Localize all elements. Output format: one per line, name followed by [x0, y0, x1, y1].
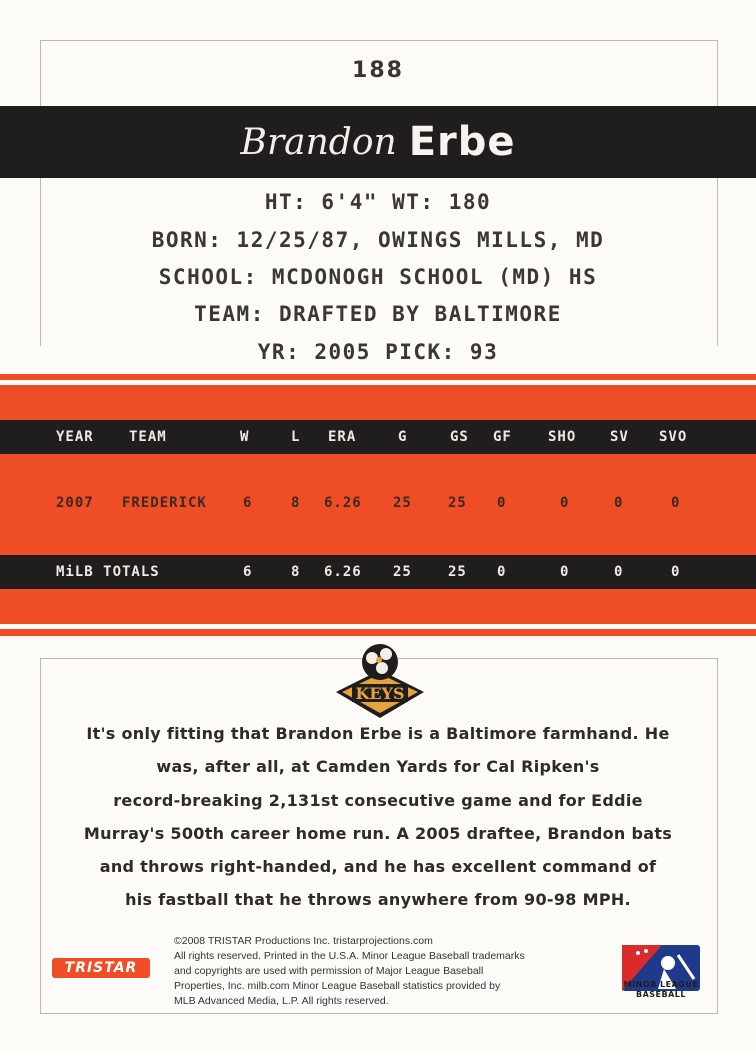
stats-totals-gf: 0 [497, 564, 507, 580]
stats-header-band [0, 420, 756, 454]
stats-totals-l: 8 [291, 564, 301, 580]
legal-line-2: All rights reserved. Printed in the U.S.A. Minor League Baseball trademarks [174, 950, 525, 962]
stats-row-era: 6.26 [324, 495, 362, 511]
stats-header-g: G [398, 429, 408, 445]
tristar-logo [52, 958, 150, 978]
legal-line-1: ©2008 TRISTAR Productions Inc. tristarprojections.com [174, 935, 433, 947]
keys-logo-text: KEYS [355, 684, 405, 703]
stats-header-sv: SV [610, 429, 629, 445]
legal-line-3: and copyrights are used with permission of Major League Baseball [174, 965, 484, 977]
stats-row-sv: 0 [614, 495, 624, 511]
player-first-name: Brandon [240, 121, 397, 163]
blurb-line-1: It's only fitting that Brandon Erbe is a Baltimore farmhand. He [86, 724, 670, 743]
stats-totals-sv: 0 [614, 564, 624, 580]
bio-draft: YR: 2005 PICK: 93 [257, 340, 499, 364]
stats-header-sho: SHO [548, 429, 577, 445]
stats-totals-gs: 25 [448, 564, 467, 580]
stats-totals-w: 6 [243, 564, 253, 580]
stats-row-g: 25 [393, 495, 412, 511]
stats-panel [0, 374, 756, 636]
stats-totals-sho: 0 [560, 564, 570, 580]
stats-header-team: TEAM [129, 429, 167, 445]
stats-row-gs: 25 [448, 495, 467, 511]
stats-totals-label: MiLB TOTALS [56, 564, 160, 580]
blurb-line-5: and throws right-handed, and he has excellent command of [99, 857, 657, 876]
blurb-line-2: was, after all, at Camden Yards for Cal Ripken's [156, 757, 600, 776]
stats-totals-era: 6.26 [324, 564, 362, 580]
stats-row-w: 6 [243, 495, 253, 511]
stats-row-svo: 0 [671, 495, 681, 511]
card-number: 188 [352, 58, 404, 83]
stats-totals-g: 25 [393, 564, 412, 580]
milb-logo-text [608, 980, 714, 1000]
stats-header-era: ERA [328, 429, 357, 445]
milb-logo-line-2: BASEBALL [636, 990, 686, 999]
milb-logo-line-1: MINOR LEAGUE [623, 980, 699, 989]
stats-row-gf: 0 [497, 495, 507, 511]
stats-row-year: 2007 [56, 495, 94, 511]
bio-height-weight: HT: 6'4" WT: 180 [264, 190, 492, 214]
stats-stripe-top [0, 380, 756, 385]
stats-totals-svo: 0 [671, 564, 681, 580]
tristar-logo-text: TRISTAR [64, 960, 138, 976]
stats-row-team: FREDERICK [122, 495, 207, 511]
player-last-name: Erbe [408, 119, 516, 165]
legal-line-5: MLB Advanced Media, L.P. All rights reserved. [174, 995, 389, 1007]
stats-header-l: L [291, 429, 301, 445]
bio-school: SCHOOL: MCDONOGH SCHOOL (MD) HS [158, 265, 598, 289]
blurb-line-3: record-breaking 2,131st consecutive game and for Eddie [113, 791, 643, 810]
stats-header-gs: GS [450, 429, 469, 445]
blurb-line-6: his fastball that he throws anywhere from 90-98 MPH. [125, 890, 631, 909]
blurb-line-4: Murray's 500th career home run. A 2005 draftee, Brandon bats [83, 824, 673, 843]
stats-row-sho: 0 [560, 495, 570, 511]
stats-stripe-bottom [0, 624, 756, 629]
keys-logo-icon [334, 640, 426, 720]
stats-row-l: 8 [291, 495, 301, 511]
stats-header-year: YEAR [56, 429, 94, 445]
legal-line-4: Properties, Inc. milb.com Minor League Baseball statistics provided by [174, 980, 501, 992]
stats-header-svo: SVO [659, 429, 688, 445]
legal-text [174, 934, 604, 1009]
player-name [0, 106, 756, 178]
bio-born: BORN: 12/25/87, OWINGS MILLS, MD [151, 228, 605, 252]
stats-header-gf: GF [493, 429, 512, 445]
bio-team: TEAM: DRAFTED BY BALTIMORE [194, 302, 562, 326]
stats-header-w: W [240, 429, 250, 445]
